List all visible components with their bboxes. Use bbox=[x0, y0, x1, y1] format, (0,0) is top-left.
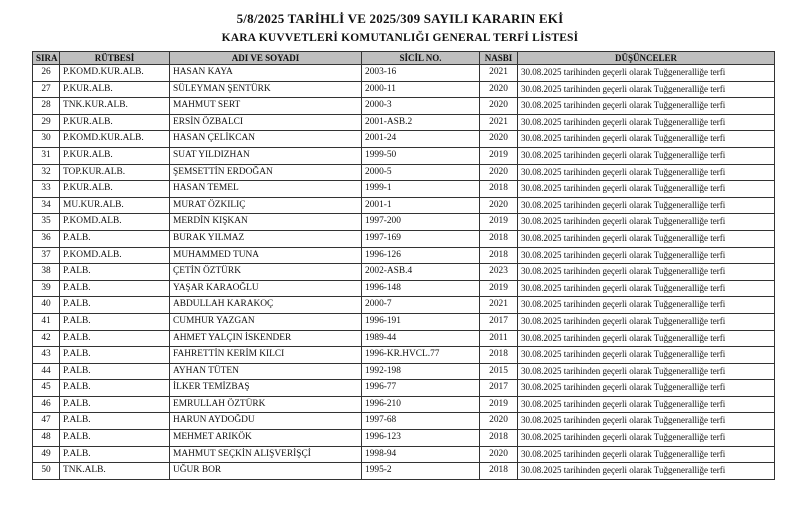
cell-dusunceler: 30.08.2025 tarihinden geçerli olarak Tuğgeneralliğe terfi bbox=[518, 363, 775, 380]
table-row bbox=[33, 181, 775, 198]
cell-dusunceler: 30.08.2025 tarihinden geçerli olarak Tuğgeneralliğe terfi bbox=[518, 280, 775, 297]
table-row bbox=[33, 413, 775, 430]
cell-rutbe: P.ALB. bbox=[60, 363, 170, 380]
table-row bbox=[33, 347, 775, 364]
cell-ad-soyad: SÜLEYMAN ŞENTÜRK bbox=[170, 81, 362, 98]
cell-sira: 38 bbox=[33, 264, 60, 281]
cell-dusunceler: 30.08.2025 tarihinden geçerli olarak Tuğgeneralliğe terfi bbox=[518, 98, 775, 115]
cell-ad-soyad: MUHAMMED TUNA bbox=[170, 247, 362, 264]
column-header-rutbe: RÜTBESİ bbox=[60, 52, 170, 65]
cell-nasbi: 2020 bbox=[480, 413, 518, 430]
cell-ad-soyad: HASAN KAYA bbox=[170, 65, 362, 82]
cell-sira: 28 bbox=[33, 98, 60, 115]
cell-nasbi: 2018 bbox=[480, 230, 518, 247]
cell-dusunceler: 30.08.2025 tarihinden geçerli olarak Tuğgeneralliğe terfi bbox=[518, 147, 775, 164]
cell-dusunceler: 30.08.2025 tarihinden geçerli olarak Tuğgeneralliğe terfi bbox=[518, 446, 775, 463]
cell-sira: 34 bbox=[33, 197, 60, 214]
table-row bbox=[33, 164, 775, 181]
table-row bbox=[33, 147, 775, 164]
cell-rutbe: MU.KUR.ALB. bbox=[60, 197, 170, 214]
cell-rutbe: P.ALB. bbox=[60, 396, 170, 413]
cell-sira: 48 bbox=[33, 430, 60, 447]
column-header-nasbi: NASBI bbox=[480, 52, 518, 65]
cell-nasbi: 2019 bbox=[480, 280, 518, 297]
cell-ad-soyad: UĞUR BOR bbox=[170, 463, 362, 480]
cell-nasbi: 2021 bbox=[480, 65, 518, 82]
cell-sicil-no: 1996-126 bbox=[362, 247, 480, 264]
cell-sicil-no: 1997-169 bbox=[362, 230, 480, 247]
cell-sicil-no: 1997-68 bbox=[362, 413, 480, 430]
cell-nasbi: 2015 bbox=[480, 363, 518, 380]
cell-sira: 27 bbox=[33, 81, 60, 98]
cell-sicil-no: 2000-11 bbox=[362, 81, 480, 98]
cell-dusunceler: 30.08.2025 tarihinden geçerli olarak Tuğgeneralliğe terfi bbox=[518, 463, 775, 480]
cell-sicil-no: 2001-1 bbox=[362, 197, 480, 214]
cell-rutbe: P.ALB. bbox=[60, 347, 170, 364]
cell-nasbi: 2021 bbox=[480, 297, 518, 314]
table-row bbox=[33, 247, 775, 264]
cell-rutbe: P.KOMD.KUR.ALB. bbox=[60, 131, 170, 148]
cell-sicil-no: 1996-191 bbox=[362, 313, 480, 330]
cell-sira: 44 bbox=[33, 363, 60, 380]
cell-ad-soyad: MEHMET ARIKÖK bbox=[170, 430, 362, 447]
cell-dusunceler: 30.08.2025 tarihinden geçerli olarak Tuğgeneralliğe terfi bbox=[518, 396, 775, 413]
table-row bbox=[33, 297, 775, 314]
cell-sicil-no: 1996-77 bbox=[362, 380, 480, 397]
cell-sira: 42 bbox=[33, 330, 60, 347]
cell-nasbi: 2020 bbox=[480, 131, 518, 148]
cell-sira: 39 bbox=[33, 280, 60, 297]
cell-dusunceler: 30.08.2025 tarihinden geçerli olarak Tuğgeneralliğe terfi bbox=[518, 297, 775, 314]
cell-dusunceler: 30.08.2025 tarihinden geçerli olarak Tuğgeneralliğe terfi bbox=[518, 131, 775, 148]
cell-ad-soyad: BURAK YILMAZ bbox=[170, 230, 362, 247]
cell-nasbi: 2019 bbox=[480, 396, 518, 413]
cell-sicil-no: 1996-123 bbox=[362, 430, 480, 447]
cell-nasbi: 2011 bbox=[480, 330, 518, 347]
cell-sicil-no: 1992-198 bbox=[362, 363, 480, 380]
cell-nasbi: 2018 bbox=[480, 463, 518, 480]
cell-sicil-no: 2000-3 bbox=[362, 98, 480, 115]
cell-sicil-no: 1999-1 bbox=[362, 181, 480, 198]
column-header-ad-soyad: ADI VE SOYADI bbox=[170, 52, 362, 65]
cell-sicil-no: 2000-7 bbox=[362, 297, 480, 314]
cell-rutbe: P.ALB. bbox=[60, 380, 170, 397]
cell-dusunceler: 30.08.2025 tarihinden geçerli olarak Tuğgeneralliğe terfi bbox=[518, 81, 775, 98]
table-body bbox=[33, 65, 775, 480]
table-row bbox=[33, 65, 775, 82]
cell-ad-soyad: CUMHUR YAZGAN bbox=[170, 313, 362, 330]
cell-rutbe: P.KOMD.ALB. bbox=[60, 247, 170, 264]
table-row bbox=[33, 313, 775, 330]
cell-nasbi: 2018 bbox=[480, 347, 518, 364]
cell-nasbi: 2017 bbox=[480, 313, 518, 330]
table-row bbox=[33, 380, 775, 397]
cell-rutbe: P.ALB. bbox=[60, 264, 170, 281]
promotion-table bbox=[32, 51, 775, 480]
cell-dusunceler: 30.08.2025 tarihinden geçerli olarak Tuğgeneralliğe terfi bbox=[518, 181, 775, 198]
cell-dusunceler: 30.08.2025 tarihinden geçerli olarak Tuğgeneralliğe terfi bbox=[518, 313, 775, 330]
cell-rutbe: P.ALB. bbox=[60, 330, 170, 347]
cell-ad-soyad: YAŞAR KARAOĞLU bbox=[170, 280, 362, 297]
cell-sicil-no: 2001-24 bbox=[362, 131, 480, 148]
cell-sira: 32 bbox=[33, 164, 60, 181]
cell-ad-soyad: SUAT YILDIZHAN bbox=[170, 147, 362, 164]
cell-sira: 50 bbox=[33, 463, 60, 480]
cell-sicil-no: 1998-94 bbox=[362, 446, 480, 463]
cell-rutbe: TNK.ALB. bbox=[60, 463, 170, 480]
cell-sicil-no: 2003-16 bbox=[362, 65, 480, 82]
cell-sira: 37 bbox=[33, 247, 60, 264]
cell-dusunceler: 30.08.2025 tarihinden geçerli olarak Tuğgeneralliğe terfi bbox=[518, 247, 775, 264]
cell-sicil-no: 2001-ASB.2 bbox=[362, 114, 480, 131]
cell-rutbe: P.KUR.ALB. bbox=[60, 81, 170, 98]
cell-nasbi: 2020 bbox=[480, 164, 518, 181]
table-row bbox=[33, 463, 775, 480]
cell-sira: 46 bbox=[33, 396, 60, 413]
cell-sira: 40 bbox=[33, 297, 60, 314]
cell-sira: 45 bbox=[33, 380, 60, 397]
cell-dusunceler: 30.08.2025 tarihinden geçerli olarak Tuğgeneralliğe terfi bbox=[518, 214, 775, 231]
table-row bbox=[33, 363, 775, 380]
cell-nasbi: 2019 bbox=[480, 214, 518, 231]
cell-rutbe: P.ALB. bbox=[60, 430, 170, 447]
cell-rutbe: P.ALB. bbox=[60, 280, 170, 297]
cell-sira: 33 bbox=[33, 181, 60, 198]
cell-dusunceler: 30.08.2025 tarihinden geçerli olarak Tuğgeneralliğe terfi bbox=[518, 330, 775, 347]
cell-ad-soyad: AYHAN TÜTEN bbox=[170, 363, 362, 380]
cell-dusunceler: 30.08.2025 tarihinden geçerli olarak Tuğgeneralliğe terfi bbox=[518, 197, 775, 214]
table-header-row bbox=[33, 52, 775, 65]
cell-nasbi: 2020 bbox=[480, 81, 518, 98]
cell-nasbi: 2020 bbox=[480, 446, 518, 463]
cell-dusunceler: 30.08.2025 tarihinden geçerli olarak Tuğgeneralliğe terfi bbox=[518, 413, 775, 430]
cell-dusunceler: 30.08.2025 tarihinden geçerli olarak Tuğgeneralliğe terfi bbox=[518, 264, 775, 281]
cell-sicil-no: 2000-5 bbox=[362, 164, 480, 181]
table-row bbox=[33, 396, 775, 413]
cell-ad-soyad: ERSİN ÖZBALCI bbox=[170, 114, 362, 131]
cell-ad-soyad: ÇETİN ÖZTÜRK bbox=[170, 264, 362, 281]
document-title: 5/8/2025 TARİHLİ VE 2025/309 SAYILI KARARIN EKİ bbox=[236, 11, 564, 26]
cell-ad-soyad: FAHRETTİN KERİM KILCI bbox=[170, 347, 362, 364]
cell-sicil-no: 1996-210 bbox=[362, 396, 480, 413]
table-row bbox=[33, 98, 775, 115]
cell-rutbe: P.ALB. bbox=[60, 413, 170, 430]
cell-nasbi: 2018 bbox=[480, 247, 518, 264]
cell-ad-soyad: AHMET YALÇIN İSKENDER bbox=[170, 330, 362, 347]
table-row bbox=[33, 264, 775, 281]
cell-ad-soyad: MERDİN KIŞKAN bbox=[170, 214, 362, 231]
cell-sira: 43 bbox=[33, 347, 60, 364]
cell-ad-soyad: MAHMUT SEÇKİN ALIŞVERİŞÇİ bbox=[170, 446, 362, 463]
cell-rutbe: P.ALB. bbox=[60, 446, 170, 463]
cell-sira: 29 bbox=[33, 114, 60, 131]
cell-ad-soyad: MAHMUT SERT bbox=[170, 98, 362, 115]
table-row bbox=[33, 214, 775, 231]
cell-rutbe: P.ALB. bbox=[60, 313, 170, 330]
cell-rutbe: P.KUR.ALB. bbox=[60, 181, 170, 198]
table-row bbox=[33, 131, 775, 148]
cell-dusunceler: 30.08.2025 tarihinden geçerli olarak Tuğgeneralliğe terfi bbox=[518, 430, 775, 447]
cell-dusunceler: 30.08.2025 tarihinden geçerli olarak Tuğgeneralliğe terfi bbox=[518, 230, 775, 247]
cell-dusunceler: 30.08.2025 tarihinden geçerli olarak Tuğgeneralliğe terfi bbox=[518, 380, 775, 397]
cell-dusunceler: 30.08.2025 tarihinden geçerli olarak Tuğgeneralliğe terfi bbox=[518, 164, 775, 181]
table-row bbox=[33, 330, 775, 347]
cell-sira: 35 bbox=[33, 214, 60, 231]
cell-sira: 36 bbox=[33, 230, 60, 247]
table-row bbox=[33, 430, 775, 447]
cell-ad-soyad: MURAT ÖZKILIÇ bbox=[170, 197, 362, 214]
cell-ad-soyad: HASAN TEMEL bbox=[170, 181, 362, 198]
cell-sicil-no: 1999-50 bbox=[362, 147, 480, 164]
cell-rutbe: P.KOMD.ALB. bbox=[60, 214, 170, 231]
cell-nasbi: 2023 bbox=[480, 264, 518, 281]
cell-nasbi: 2017 bbox=[480, 380, 518, 397]
cell-dusunceler: 30.08.2025 tarihinden geçerli olarak Tuğgeneralliğe terfi bbox=[518, 347, 775, 364]
cell-ad-soyad: HASAN ÇELİKCAN bbox=[170, 131, 362, 148]
column-header-sira: SIRA bbox=[33, 52, 60, 65]
cell-rutbe: P.ALB. bbox=[60, 297, 170, 314]
table-row bbox=[33, 197, 775, 214]
cell-dusunceler: 30.08.2025 tarihinden geçerli olarak Tuğgeneralliğe terfi bbox=[518, 65, 775, 82]
cell-rutbe: P.KUR.ALB. bbox=[60, 147, 170, 164]
cell-sicil-no: 2002-ASB.4 bbox=[362, 264, 480, 281]
column-header-dusunceler: DÜŞÜNCELER bbox=[518, 52, 775, 65]
cell-ad-soyad: EMRULLAH ÖZTÜRK bbox=[170, 396, 362, 413]
column-header-sicil-no: SİCİL NO. bbox=[362, 52, 480, 65]
cell-ad-soyad: İLKER TEMİZBAŞ bbox=[170, 380, 362, 397]
cell-nasbi: 2020 bbox=[480, 197, 518, 214]
cell-nasbi: 2020 bbox=[480, 98, 518, 115]
cell-sira: 41 bbox=[33, 313, 60, 330]
cell-sicil-no: 1996-KR.HVCL.77 bbox=[362, 347, 480, 364]
cell-ad-soyad: ABDULLAH KARAKOÇ bbox=[170, 297, 362, 314]
cell-rutbe: TNK.KUR.ALB. bbox=[60, 98, 170, 115]
cell-sira: 30 bbox=[33, 131, 60, 148]
cell-sicil-no: 1996-148 bbox=[362, 280, 480, 297]
table-row bbox=[33, 230, 775, 247]
cell-nasbi: 2018 bbox=[480, 430, 518, 447]
cell-sira: 47 bbox=[33, 413, 60, 430]
table-row bbox=[33, 446, 775, 463]
document-subtitle: KARA KUVVETLERİ KOMUTANLIĞI GENERAL TERFİ LİSTESİ bbox=[221, 32, 579, 44]
cell-sicil-no: 1997-200 bbox=[362, 214, 480, 231]
cell-rutbe: P.ALB. bbox=[60, 230, 170, 247]
cell-sira: 49 bbox=[33, 446, 60, 463]
cell-dusunceler: 30.08.2025 tarihinden geçerli olarak Tuğgeneralliğe terfi bbox=[518, 114, 775, 131]
cell-sira: 26 bbox=[33, 65, 60, 82]
cell-rutbe: P.KUR.ALB. bbox=[60, 114, 170, 131]
cell-nasbi: 2021 bbox=[480, 114, 518, 131]
cell-ad-soyad: HARUN AYDOĞDU bbox=[170, 413, 362, 430]
cell-rutbe: P.KOMD.KUR.ALB. bbox=[60, 65, 170, 82]
table-row bbox=[33, 114, 775, 131]
cell-ad-soyad: ŞEMSETTİN ERDOĞAN bbox=[170, 164, 362, 181]
cell-nasbi: 2019 bbox=[480, 147, 518, 164]
cell-sicil-no: 1989-44 bbox=[362, 330, 480, 347]
cell-rutbe: TOP.KUR.ALB. bbox=[60, 164, 170, 181]
cell-nasbi: 2018 bbox=[480, 181, 518, 198]
cell-sicil-no: 1995-2 bbox=[362, 463, 480, 480]
cell-sira: 31 bbox=[33, 147, 60, 164]
table-row bbox=[33, 280, 775, 297]
table-row bbox=[33, 81, 775, 98]
